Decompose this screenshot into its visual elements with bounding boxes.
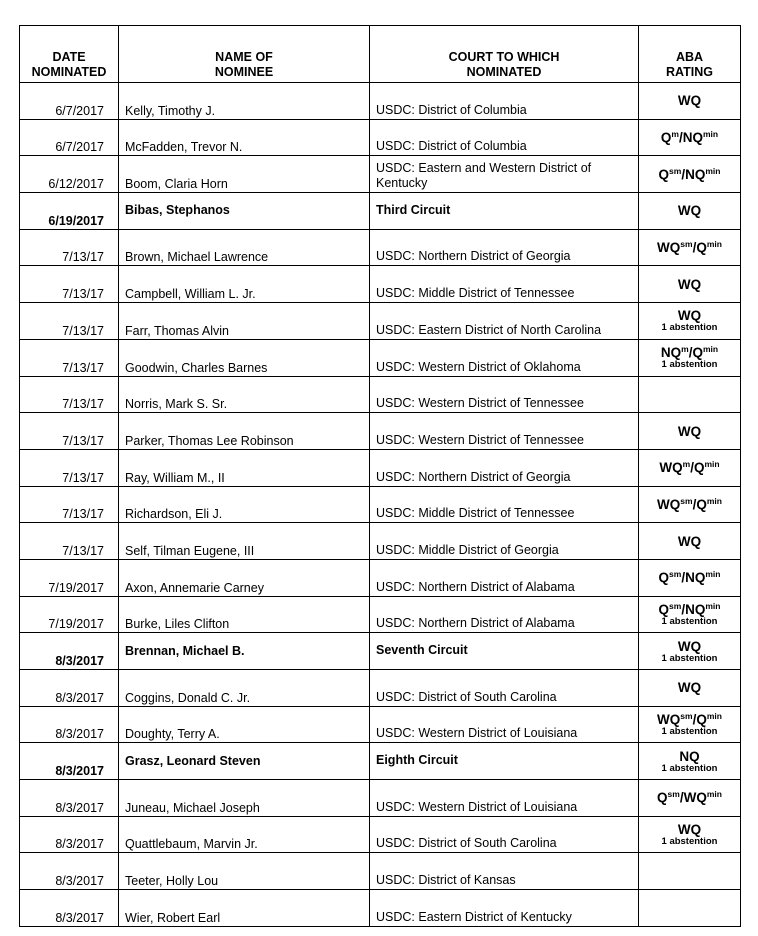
date-nominated-cell: 7/13/17 [20,449,119,486]
court-cell: USDC: Western District of Louisiana [370,706,639,743]
header-text: ABA [675,50,704,64]
rating-value [639,497,740,512]
rating-text: WQ [677,93,702,109]
rating-value [639,602,740,617]
date-nominated-cell: 7/13/17 [20,413,119,450]
court-cell: USDC: Northern District of Georgia [370,229,639,266]
date-nominated-cell: 7/13/17 [20,523,119,560]
rating-text: /Q [688,345,703,361]
rating-text: WQ [657,240,681,256]
rating-superscript: min [702,129,719,140]
nominee-name-cell: Self, Tilman Eugene, III [119,523,370,560]
court-cell: USDC: Northern District of Alabama [370,559,639,596]
rating-text: /WQ [679,790,707,806]
rating-superscript: m [682,459,691,470]
rating-value [639,345,740,360]
nominee-name-cell: Doughty, Terry A. [119,706,370,743]
court-cell: Eighth Circuit [370,743,639,780]
court-cell: USDC: Middle District of Tennessee [370,486,639,523]
rating-text: WQ [659,460,683,476]
rating-superscript: sm [669,600,682,611]
rating-text: WQ [677,638,702,654]
rating-superscript: min [705,600,721,611]
rating-superscript: min [706,789,722,800]
table-row [20,193,741,230]
rating-superscript: sm [669,569,682,580]
nominee-name-cell: Quattlebaum, Marvin Jr. [119,816,370,853]
header-date-nominated [20,26,119,83]
rating-text: Q [660,130,672,146]
rating-value [639,749,740,764]
aba-rating-cell [639,156,741,193]
table-row [20,266,741,303]
nominee-name-cell: Richardson, Eli J. [119,486,370,523]
court-cell: USDC: Western District of Oklahoma [370,339,639,376]
table-row [20,596,741,633]
header-text: NOMINEE [214,65,274,79]
rating-text: Q [658,601,670,617]
aba-rating-cell [639,486,741,523]
rating-superscript: min [706,239,722,250]
table-row [20,743,741,780]
header-court [370,26,639,83]
rating-text: Q [657,790,668,806]
aba-rating-cell [639,229,741,266]
date-nominated-cell: 7/19/2017 [20,596,119,633]
nominee-name-cell: Burke, Liles Clifton [119,596,370,633]
nominee-name-cell: McFadden, Trevor N. [119,119,370,156]
court-cell: USDC: Middle District of Georgia [370,523,639,560]
nominee-name-cell: Brennan, Michael B. [119,633,370,670]
rating-superscript: min [706,711,722,722]
table-row [20,376,741,413]
court-cell: USDC: Western District of Tennessee [370,413,639,450]
header-text: DATE [52,50,86,64]
nominee-name-cell: Grasz, Leonard Steven [119,743,370,780]
date-nominated-cell: 6/12/2017 [20,156,119,193]
date-nominated-cell: 8/3/2017 [20,743,119,780]
court-cell: USDC: Northern District of Alabama [370,596,639,633]
court-cell: USDC: Eastern District of North Carolina [370,303,639,340]
aba-rating-cell [639,853,741,890]
rating-text: /Q [692,240,707,256]
table-row [20,486,741,523]
rating-value [639,240,740,255]
rating-superscript: sm [680,711,693,722]
rating-text: Q [658,166,670,182]
rating-text: /Q [690,460,705,476]
table-row [20,156,741,193]
table-row [20,706,741,743]
rating-superscript: m [671,129,679,140]
nominee-name-cell: Boom, Claria Horn [119,156,370,193]
header-text: NOMINATED [466,65,542,79]
rating-value [639,639,740,654]
rating-text: WQ [677,680,702,696]
rating-value [639,534,740,549]
rating-value [639,790,740,805]
aba-rating-cell [639,303,741,340]
rating-text: WQ [677,308,702,324]
header-row [20,26,741,83]
date-nominated-cell: 8/3/2017 [20,853,119,890]
rating-superscript: min [705,569,721,580]
aba-rating-cell [639,596,741,633]
aba-rating-cell [639,339,741,376]
abstention-note: 1 abstention [661,359,718,371]
rating-value [639,203,740,218]
court-cell: USDC: Northern District of Georgia [370,449,639,486]
table-row [20,413,741,450]
aba-rating-cell [639,523,741,560]
rating-text: /Q [692,496,707,512]
court-cell: Third Circuit [370,193,639,230]
court-cell: USDC: Western District of Louisiana [370,780,639,817]
table-row [20,853,741,890]
rating-text: WQ [657,496,681,512]
nominee-name-cell: Teeter, Holly Lou [119,853,370,890]
aba-rating-cell [639,449,741,486]
aba-rating-cell [639,743,741,780]
header-text: NOMINATED [31,65,107,79]
date-nominated-cell: 7/13/17 [20,376,119,413]
rating-text: /NQ [681,601,706,617]
table-body [20,83,741,927]
court-cell: USDC: Eastern District of Kentucky [370,890,639,927]
rating-text: /NQ [681,570,706,586]
date-nominated-cell: 7/13/17 [20,303,119,340]
header-text: COURT TO WHICH [448,50,560,64]
rating-superscript: sm [669,165,682,176]
rating-superscript: sm [667,789,680,800]
date-nominated-cell: 8/3/2017 [20,780,119,817]
aba-rating-cell [639,193,741,230]
aba-rating-cell [639,266,741,303]
nominations-table [19,25,741,927]
nominee-name-cell: Ray, William M., II [119,449,370,486]
date-nominated-cell: 8/3/2017 [20,670,119,707]
table-row [20,449,741,486]
rating-value [639,308,740,323]
date-nominated-cell: 7/13/17 [20,486,119,523]
rating-text: WQ [677,276,702,292]
table-row [20,339,741,376]
court-cell: USDC: District of South Carolina [370,670,639,707]
rating-text: /NQ [681,166,706,182]
date-nominated-cell: 8/3/2017 [20,816,119,853]
table-row [20,303,741,340]
abstention-note: 1 abstention [661,836,718,848]
table-row [20,816,741,853]
rating-value [639,167,740,182]
rating-value [639,822,740,837]
date-nominated-cell: 8/3/2017 [20,633,119,670]
header-text: RATING [666,65,713,79]
nominee-name-cell: Wier, Robert Earl [119,890,370,927]
abstention-note: 1 abstention [661,652,718,664]
aba-rating-cell [639,119,741,156]
nominee-name-cell: Farr, Thomas Alvin [119,303,370,340]
aba-rating-cell [639,780,741,817]
rating-text: WQ [677,822,702,838]
header-aba-rating [639,26,741,83]
rating-value [639,424,740,439]
date-nominated-cell: 8/3/2017 [20,706,119,743]
nominee-name-cell: Juneau, Michael Joseph [119,780,370,817]
table-row [20,780,741,817]
rating-value [639,712,740,727]
abstention-note: 1 abstention [661,726,718,738]
court-cell: USDC: Middle District of Tennessee [370,266,639,303]
court-cell: Seventh Circuit [370,633,639,670]
court-cell: USDC: District of Columbia [370,83,639,120]
rating-superscript: m [681,344,689,355]
rating-value [639,130,740,145]
nominee-name-cell: Coggins, Donald C. Jr. [119,670,370,707]
rating-value [639,93,740,108]
nominee-name-cell: Norris, Mark S. Sr. [119,376,370,413]
table-row [20,229,741,266]
nominee-name-cell: Goodwin, Charles Barnes [119,339,370,376]
aba-rating-cell [639,413,741,450]
table-row [20,83,741,120]
aba-rating-cell [639,816,741,853]
court-cell: USDC: Eastern and Western District of Kentucky [370,156,639,193]
table-row [20,559,741,596]
table-row [20,523,741,560]
nominee-name-cell: Axon, Annemarie Carney [119,559,370,596]
aba-rating-cell [639,559,741,596]
rating-value [639,460,740,475]
date-nominated-cell: 7/13/17 [20,266,119,303]
nominee-name-cell: Parker, Thomas Lee Robinson [119,413,370,450]
table-row [20,670,741,707]
court-cell: USDC: Western District of Tennessee [370,376,639,413]
rating-superscript: sm [680,495,693,506]
rating-text: Q [658,570,670,586]
rating-text: WQ [657,712,681,728]
rating-value [639,680,740,695]
date-nominated-cell: 6/7/2017 [20,83,119,120]
aba-rating-cell [639,706,741,743]
date-nominated-cell: 6/7/2017 [20,119,119,156]
abstention-note: 1 abstention [661,762,718,774]
rating-superscript: sm [680,239,693,250]
rating-text: NQ [679,748,700,764]
nominee-name-cell: Campbell, William L. Jr. [119,266,370,303]
rating-text: WQ [677,423,702,439]
table-row [20,890,741,927]
nominee-name-cell: Brown, Michael Lawrence [119,229,370,266]
rating-text: /NQ [678,130,703,146]
rating-text: WQ [677,203,702,219]
rating-value [639,570,740,585]
abstention-note: 1 abstention [661,615,718,627]
rating-text: NQ [660,345,682,361]
date-nominated-cell: 7/13/17 [20,229,119,266]
rating-text: WQ [677,533,702,549]
aba-rating-cell [639,890,741,927]
header-text: NAME OF [215,50,273,64]
rating-superscript: min [704,459,720,470]
aba-rating-cell [639,670,741,707]
abstention-note: 1 abstention [661,322,718,334]
table-row [20,633,741,670]
nominee-name-cell: Kelly, Timothy J. [119,83,370,120]
date-nominated-cell: 6/19/2017 [20,193,119,230]
court-cell: USDC: District of Kansas [370,853,639,890]
rating-superscript: min [706,495,722,506]
table-header [20,26,741,83]
aba-rating-cell [639,633,741,670]
date-nominated-cell: 8/3/2017 [20,890,119,927]
court-cell: USDC: District of Columbia [370,119,639,156]
aba-rating-cell [639,376,741,413]
rating-text: /Q [692,712,707,728]
rating-superscript: min [705,165,721,176]
nominee-name-cell: Bibas, Stephanos [119,193,370,230]
court-cell: USDC: District of South Carolina [370,816,639,853]
rating-superscript: min [702,344,719,355]
table-row [20,119,741,156]
date-nominated-cell: 7/19/2017 [20,559,119,596]
rating-value [639,277,740,292]
date-nominated-cell: 7/13/17 [20,339,119,376]
header-name-of-nominee [119,26,370,83]
aba-rating-cell [639,83,741,120]
